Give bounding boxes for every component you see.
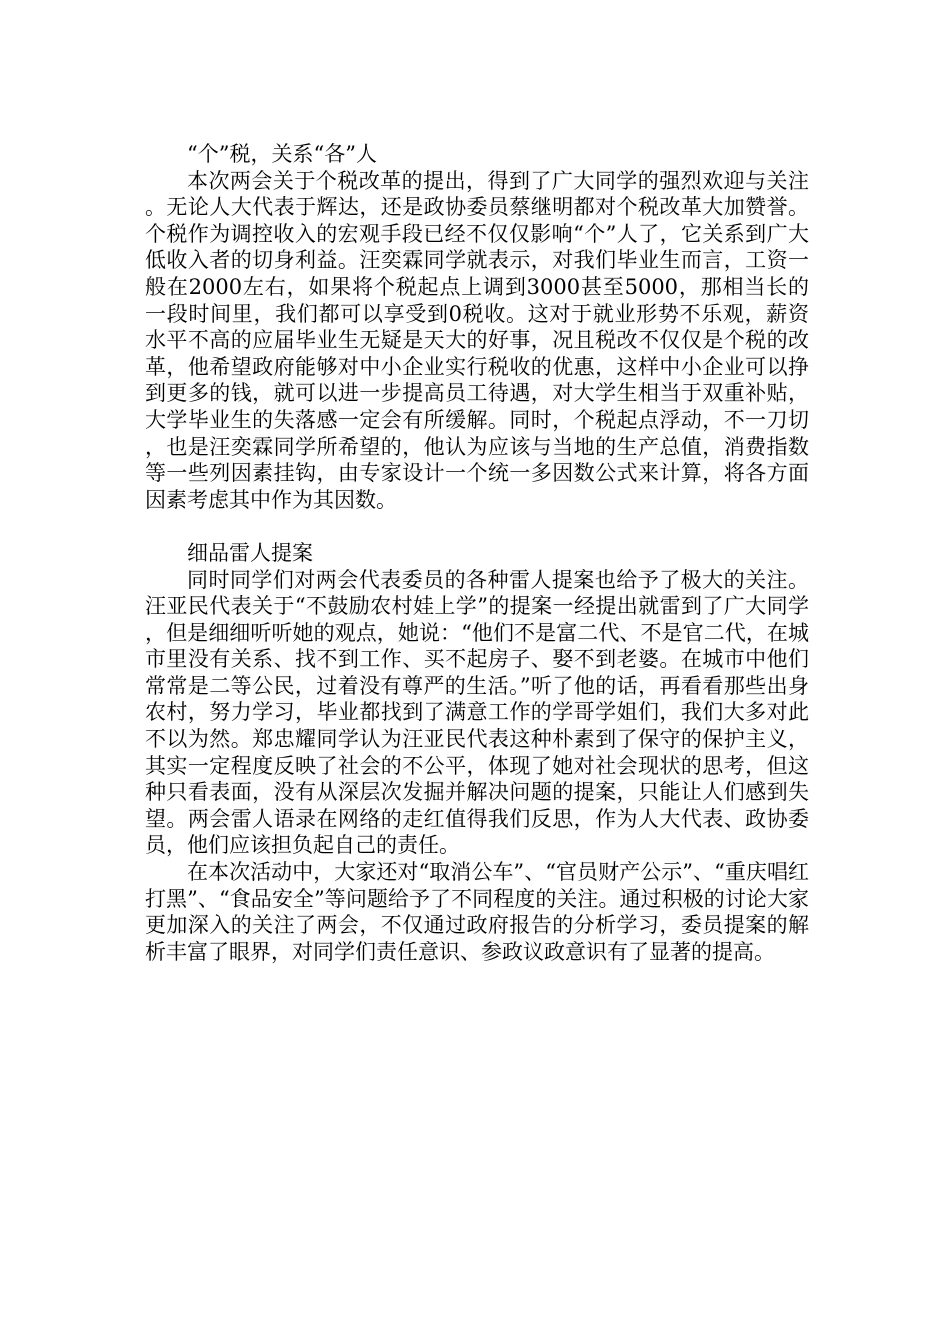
section-heading-personal-tax: “个”税，关系“各”人: [187, 142, 377, 166]
section-heading-proposals: 细品雷人提案: [187, 540, 313, 565]
paragraph-proposals: 同时同学们对两会代表委员的各种雷人提案也给予了极大的关注。汪亚民代表关于“不鼓励农村娃上学”的提案一经提出就雷到了广大同学，但是细细听听她的观点，她说：“他们不是富二代、不是官二代，在城市里没有关系、找不到工作、买不起房子、娶不到老婆。在城市中他们常常是二等公民，过着没有尊严的生活。”听了他的话，再看看那些出身农村，努力学习，毕业都找到了满意工作的学哥学姐们，我们大多对此不以为然。郑忠耀同学认为汪亚民代表这种朴素到了保守的保护主义，其实一定程度反映了社会的不公平，体现了她对社会现状的思考，但这种只看表面，没有从深层次发掘并解决问题的提案，只能让人们感到失望。两会雷人语录在网络的走红值得我们反思，作为人大代表、政协委员，他们应该担负起自己的责任。: [145, 567, 809, 858]
paragraph-personal-tax: 本次两会关于个税改革的提出，得到了广大同学的强烈欢迎与关注。无论人大代表于辉达，还是政协委员蔡继明都对个税改革大加赞誉。个税作为调控收入的宏观手段已经不仅仅影响“个”人了，它关系到广大低收入者的切身利益。汪奕霖同学就表示，对我们毕业生而言，工资一般在2000左右，如果将个税起点上调到3000甚至5000，那相当长的一段时间里，我们都可以享受到0税收。这对于就业形势不乐观，薪资水平不高的应届毕业生无疑是天大的好事，况且税改不仅仅是个税的改革，他希望政府能够对中小企业实行税收的优惠，这样中小企业可以挣到更多的钱，就可以进一步提高员工待遇，对大学生相当于双重补贴，大学毕业生的失落感一定会有所缓解。同时，个税起点浮动，不一刀切，也是汪奕霖同学所希望的，他认为应该与当地的生产总值，消费指数等一些列因素挂钩，由专家设计一个统一多因数公式来计算，将各方面因素考虑其中作为其因数。: [145, 168, 809, 512]
section-spacer: [145, 513, 809, 540]
document-page: [145, 141, 809, 965]
paragraph-activity-summary: 在本次活动中，大家还对“取消公车”、“官员财产公示”、“重庆唱红打黑”、“食品安全”等问题给予了不同程度的关注。通过积极的讨论大家更加深入的关注了两会，不仅通过政府报告的分析学习，委员提案的解析丰富了眼界，对同学们责任意识、参政议政意识有了显著的提高。: [145, 860, 809, 964]
